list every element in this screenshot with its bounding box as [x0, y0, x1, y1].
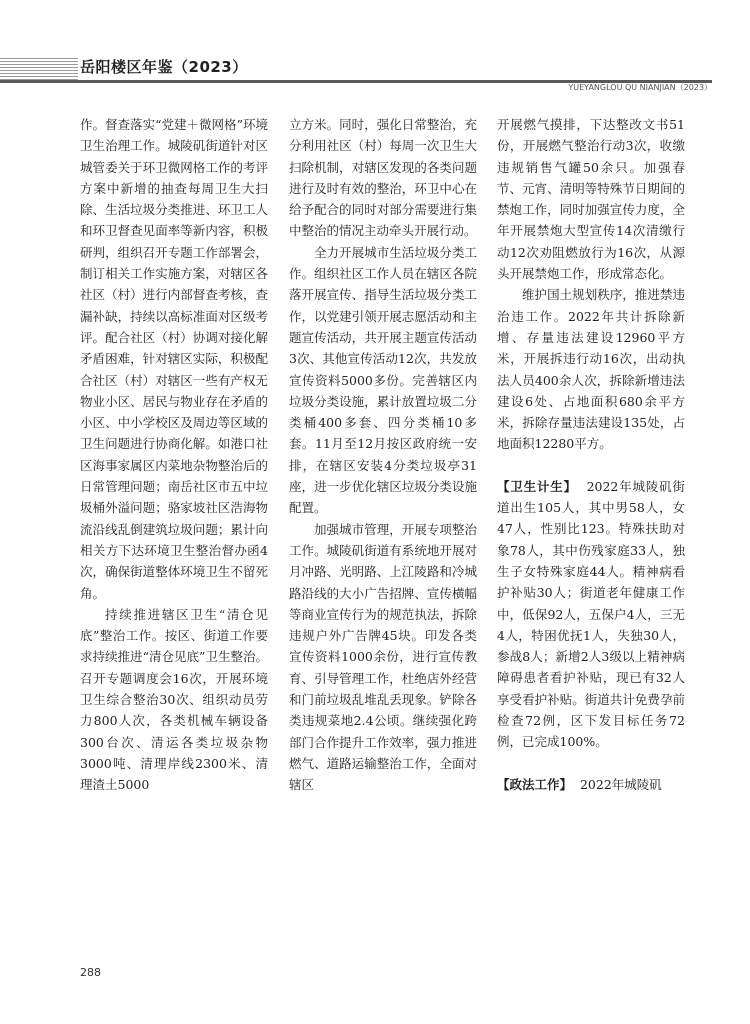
- section-legal: [497, 774, 685, 795]
- text-column-2: [289, 114, 477, 796]
- paragraph: 作。督查落实“党建＋微网格”环境卫生治理工作。城陵矶街道针对区城管委关于环卫微网格工作的考评方案中新增的抽查每周卫生大扫除、生活垃圾分类推进、环卫工人和环卫督查见面率等新内容，积极研判，组织召开专题工作部署会，制订相关工作实施方案，对辖区各社区（村）进行内部督查考核，查漏补缺，持续以高标准面对区级考评。配合社区（村）协调对接化解矛盾困难，针对辖区实际，积极配合社区（村）对辖区一些有产权无物业小区、居民与物业存在矛盾的小区、中小学校区及周边等区域的卫生问题进行协商化解。如港口社区海事家属区内菜地杂物整治后的日常管理问题；南岳社区市五中垃圾桶外溢问题；骆家坡社区浩海物流沿线乱倒建筑垃圾问题；累计向相关方下达环境卫生整治督办函4次，确保街道整体环境卫生不留死角。: [80, 117, 268, 601]
- paragraph: 全力开展城市生活垃圾分类工作。组织社区工作人员在辖区各院落开展宣传、指导生活垃圾分类工作，以党建引领开展志愿活动和主题宣传活动，共开展主题宣传活动3次、其他宣传活动12次，共发放宣传资料5000多份。完善辖区内垃圾分类设施，累计放置垃圾二分类桶400多套、四分类桶10多套。11月至12月按区政府统一安排，在辖区安装4分类垃圾亭31座，进一步优化辖区垃圾分类设施配置。: [289, 244, 477, 516]
- yearbook-subtitle: YUEYANGLOU QU NIANJIAN（2023）: [568, 83, 712, 92]
- paragraph: 加强城市管理，开展专项整治工作。城陵矶街道有系统地开展对月冲路、光明路、上江陵路和冷城路沿线的大小广告招牌、宣传横幅等商业宣传行为的规范执法，拆除违规户外广告牌45块。印发各类宣传资料1000余份，进行宣传教育、引导管理工作，杜绝店外经营和门前垃圾乱堆乱丢现象。铲除各类违规菜地2.4公顷。继续强化跨部门合作提升工作效率，强力推进燃气、道路运输整治工作，全面对辖区: [289, 521, 477, 793]
- paragraph: 维护国土规划秩序，推进禁违治违工作。2022年共计拆除新增、存量违法建设12960平方米，开展拆违行动16次，出动执法人员400余人次，拆除新增违法建设6处、占地面积680余平方米，拆除存量违法建设135处，占地面积12280平方。: [497, 287, 685, 452]
- section-text: 2022年城陵矶街道出生105人，其中男58人，女47人，性别比123。特殊扶助对象78人，其中伤残家庭33人，独生子女特殊家庭44人。精神病看护补贴30人；街道老年健康工作中，低保92人，五保户4人，三无4人，特困优抚1人，失独30人，参战8人；新增2人3级以上精神病障碍患者看护补贴，现已有32人享受看护补贴。街道共计免费孕前检查72例，区下发目标任务72例，已完成100%。: [497, 478, 685, 750]
- page-number: 288: [80, 966, 101, 979]
- section-heading-health: 【卫生计生】: [497, 478, 577, 494]
- section-text: 2022年城陵矶: [579, 776, 662, 792]
- text-column-1: [80, 114, 268, 796]
- text-column-3: [497, 114, 685, 795]
- paragraph: 立方米。同时，强化日常整治，充分利用社区（村）每周一次卫生大扫除机制，对辖区发现的各类问题进行及时有效的整治，环卫中心在给予配合的同时对部分需要进行集中整治的情况主动牵头开展行动。: [289, 117, 477, 239]
- yearbook-title: 岳阳楼区年鉴（2023）: [80, 58, 248, 76]
- paragraph: 开展燃气摸排，下达整改文书51份，开展燃气整治行动3次，收缴违规销售气罐50余只。加强春节、元宵、清明等特殊节日期间的禁炮工作，同时加强宣传力度，全年开展禁炮大型宣传14次清缴行动12次劝阻燃放行为16次，从源头开展禁炮工作，形成常态化。: [497, 117, 685, 282]
- running-header: [0, 52, 750, 96]
- section-health: [497, 476, 685, 753]
- paragraph: 持续推进辖区卫生“清仓见底”整治工作。按区、街道工作要求持续推进“清仓见底”卫生整治。召开专题调度会16次，开展环境卫生综合整治30次、组织动员劳力800人次，各类机械车辆设备300台次、清运各类垃圾杂物3000吨、清理岸线2300米、清理渣土5000: [80, 606, 268, 793]
- section-heading-legal: 【政法工作】: [497, 776, 573, 792]
